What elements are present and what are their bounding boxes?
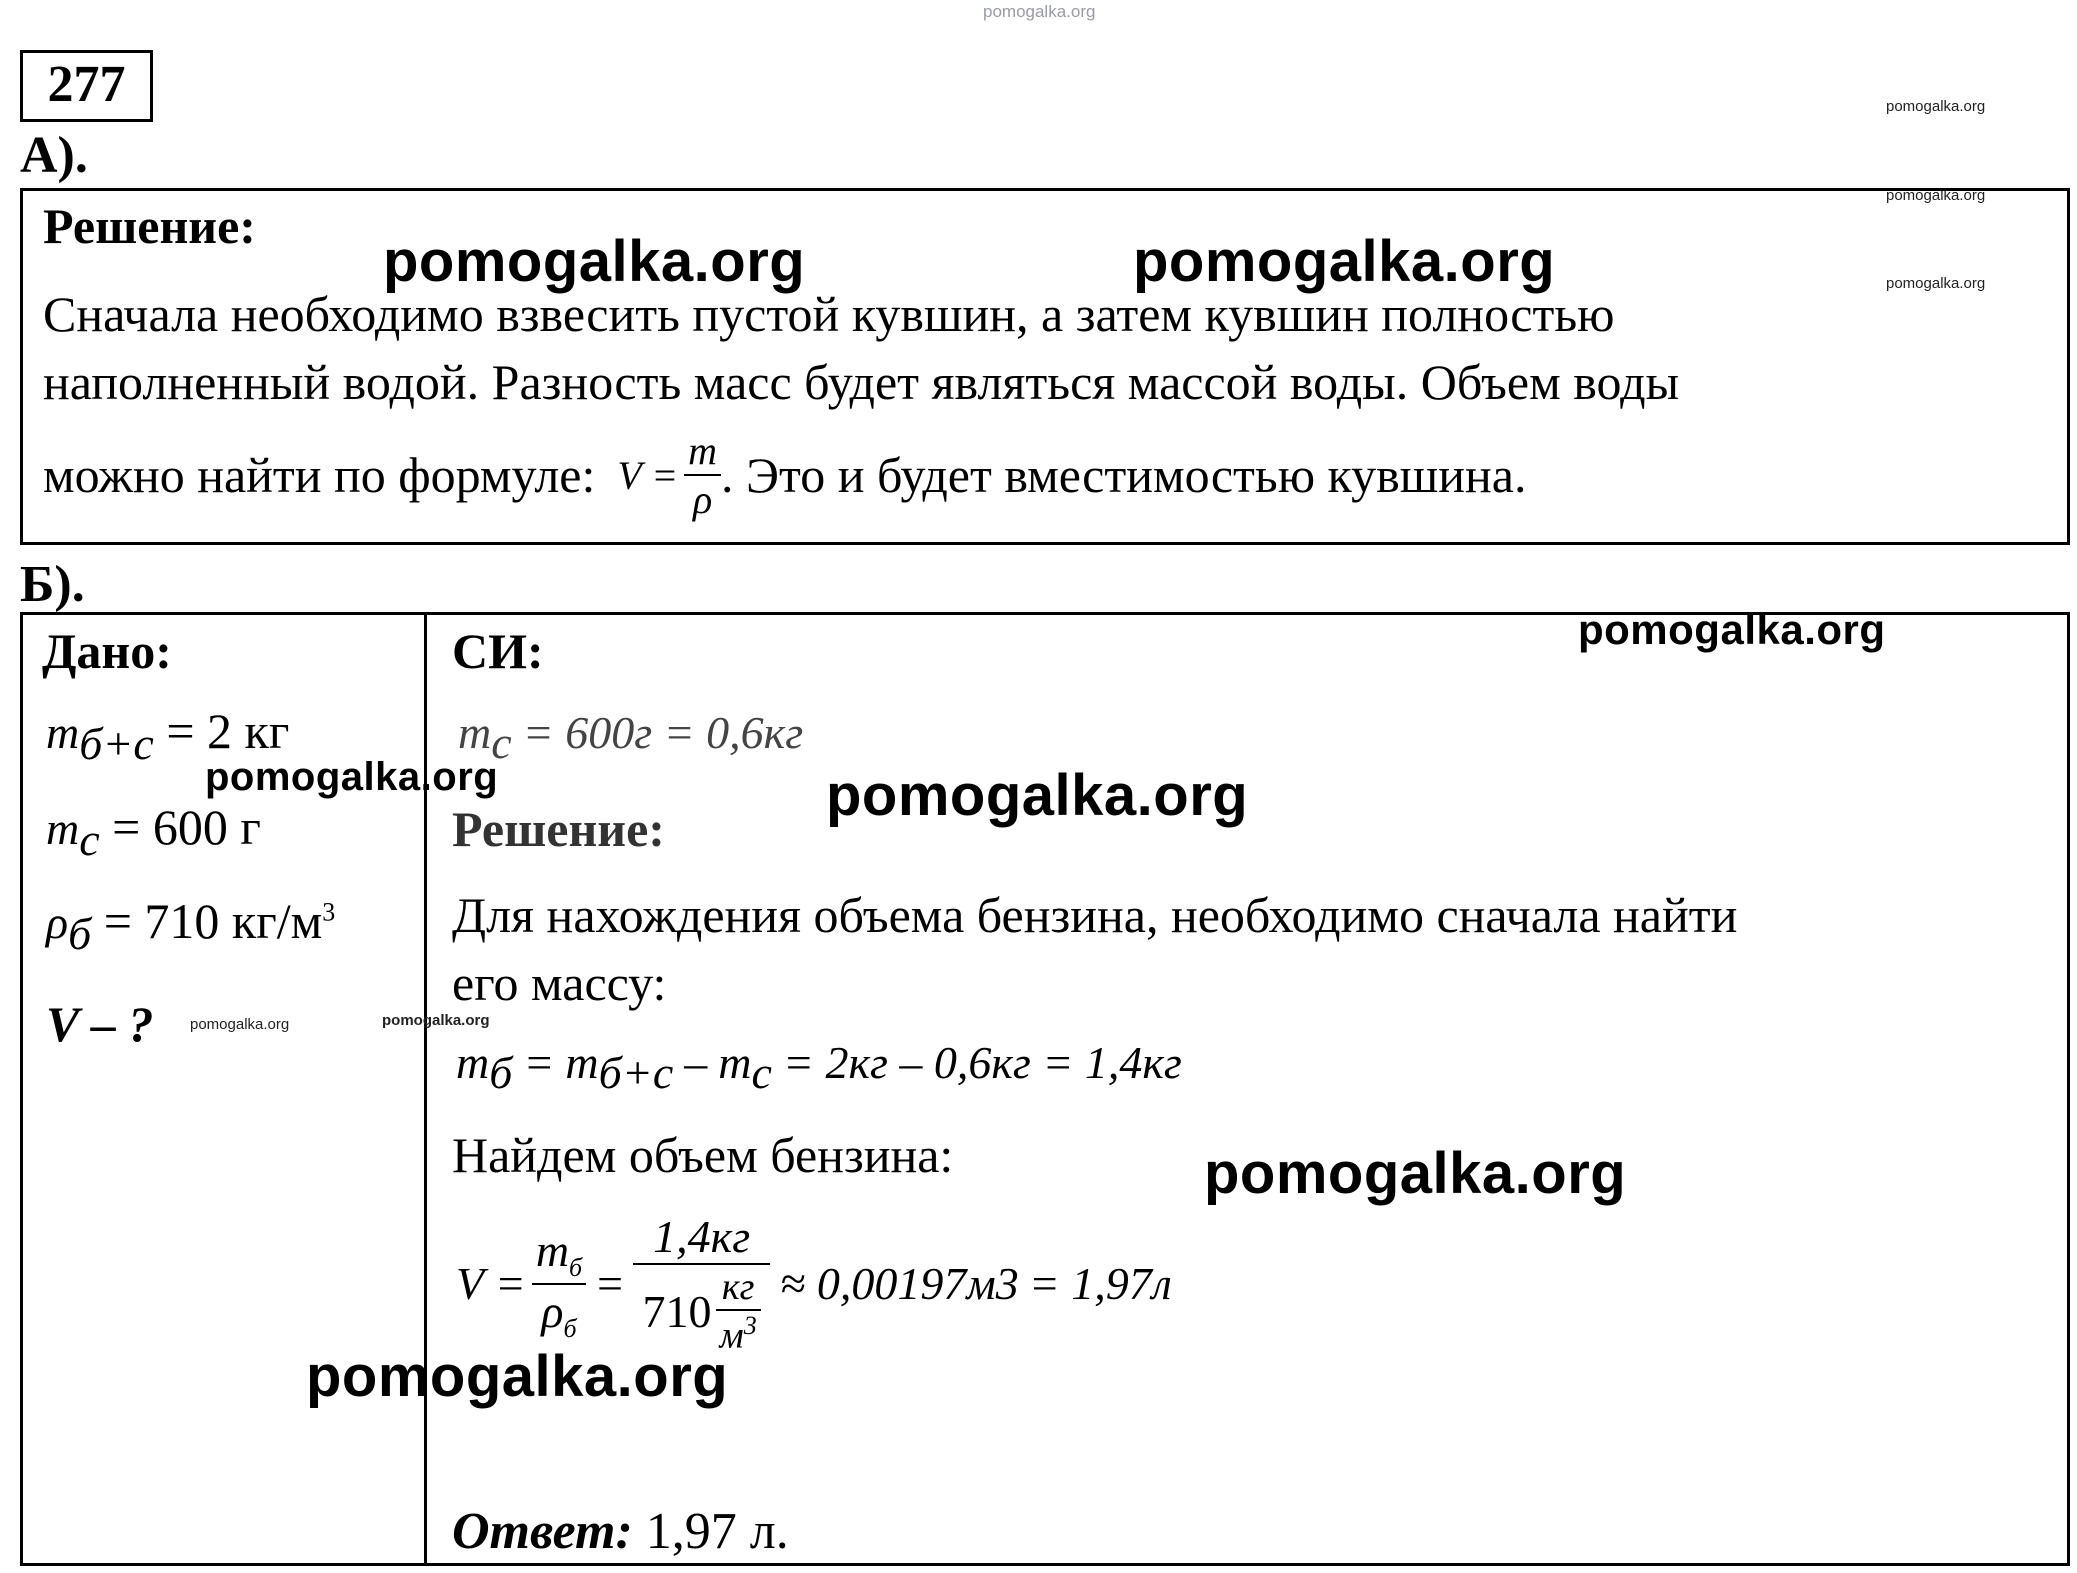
mass-result: = 2кг – 0,6кг = 1,4кг — [782, 1037, 1182, 1088]
part-a-box — [20, 188, 2070, 545]
given-subscript: б — [68, 908, 92, 959]
volume-result: = 1,97л — [1028, 1258, 1172, 1310]
given-subscript: с — [79, 814, 100, 865]
watermark-large: pomogalka.org — [1204, 1141, 1627, 1206]
si-heading: СИ: — [452, 623, 544, 679]
part-a-label: А). — [20, 127, 88, 184]
mass-lhs: m — [456, 1037, 490, 1088]
given-value: = 2 кг — [166, 703, 290, 759]
volume-lhs: V = — [456, 1258, 526, 1310]
given-item-density — [46, 892, 335, 960]
mass-minus: – — [684, 1037, 708, 1088]
solution-text-2: его массу: — [452, 955, 667, 1011]
given-heading: Дано: — [42, 623, 172, 679]
part-a-line-3-suffix: . Это и будет вместимостью кувшина. — [721, 447, 1527, 503]
part-a-line-1: Сначала необходимо взвесить пустой кувшин, а затем кувшин полностью — [43, 286, 1615, 342]
given-superscript: 3 — [322, 897, 336, 927]
answer — [452, 1502, 789, 1561]
formula-numerator: m — [684, 427, 721, 476]
si-symbol: m — [458, 707, 492, 758]
volume-fraction-1 — [532, 1224, 586, 1344]
watermark-small: pomogalka.org — [1886, 275, 1986, 292]
watermark-small: pomogalka.org — [190, 1016, 290, 1033]
given-symbol: ρ — [46, 897, 69, 948]
part-a-heading: Решение: — [43, 198, 256, 254]
mass-formula — [456, 1036, 1182, 1099]
si-value: = 600г = 0,6кг — [522, 707, 804, 758]
problem-number: 277 — [20, 50, 153, 122]
watermark-small: pomogalka.org — [382, 1012, 490, 1029]
volume-formula — [456, 1210, 1172, 1358]
given-item-vessel-mass — [46, 798, 261, 866]
formula-denominator: ρ — [692, 477, 713, 522]
answer-label: Ответ: — [452, 1503, 633, 1560]
watermark-large: pomogalka.org — [383, 229, 806, 294]
answer-value: 1,97 л. — [645, 1503, 789, 1560]
si-subscript: с — [491, 716, 512, 768]
mass-term-1-subscript: б+с — [598, 1046, 674, 1098]
fraction-1-denominator: $\rho_б$ — [541, 1285, 577, 1344]
watermark-small: pomogalka.org — [1886, 98, 1986, 115]
watermark-large: pomogalka.org — [826, 763, 1249, 828]
mass-lhs-subscript: б — [489, 1046, 513, 1098]
fraction-2-numerator: 1,4кг — [633, 1210, 770, 1265]
given-unknown: V – ? — [46, 996, 154, 1052]
part-a-line-3-prefix: можно найти по формуле: — [43, 447, 596, 503]
fraction-1-numerator: $m_б$ — [532, 1224, 586, 1285]
given-symbol: m — [46, 707, 80, 758]
volume-eq: = — [594, 1258, 626, 1310]
mass-term-1: m — [565, 1037, 599, 1088]
part-a-line-3 — [43, 427, 1526, 523]
watermark-medium: pomogalka.org — [1578, 606, 1886, 653]
volume-approx: ≈ 0,00197м — [780, 1258, 996, 1310]
watermark-large: pomogalka.org — [1133, 229, 1556, 294]
watermark-small: pomogalka.org — [1886, 187, 1986, 204]
given-subscript: б+с — [79, 718, 154, 769]
part-b-label: Б). — [20, 556, 85, 613]
given-value: = 710 кг/м — [103, 893, 323, 949]
solution-text-3: Найдем объем бензина: — [452, 1127, 954, 1183]
si-conversion — [458, 706, 803, 769]
formula-volume-lhs: V = — [617, 452, 679, 498]
mass-term-2-subscript: с — [751, 1046, 772, 1098]
given-symbol: m — [46, 803, 80, 854]
given-value: = 600 г — [112, 799, 261, 855]
part-a-line-2: наполненный водой. Разность масс будет являться массой воды. Объем воды — [43, 354, 1680, 410]
fraction-2-denominator: 710 $\frac{кг}{м^3}$ — [633, 1265, 770, 1358]
volume-fraction-2 — [633, 1210, 770, 1358]
watermark-top: pomogalka.org — [983, 2, 1096, 21]
solution-text-1: Для нахождения объема бензина, необходимо сначала найти — [452, 887, 1738, 943]
formula-mass-over-density — [684, 427, 721, 523]
mass-term-2: m — [718, 1037, 752, 1088]
watermark-large: pomogalka.org — [306, 1344, 729, 1409]
watermark-medium: pomogalka.org — [205, 755, 499, 799]
solution-heading: Решение: — [452, 801, 665, 857]
mass-eq: = — [523, 1037, 555, 1088]
volume-approx-superscript: 3 — [995, 1258, 1019, 1310]
